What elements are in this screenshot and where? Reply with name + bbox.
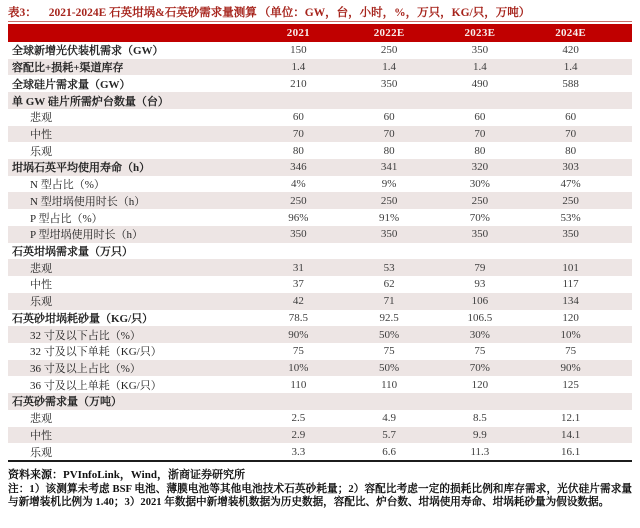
row-label: P 型坩埚使用时长（h） [30, 229, 143, 242]
cell-value: 10% [560, 328, 581, 341]
table-row [8, 376, 632, 393]
cell-value: 2.9 [291, 428, 306, 441]
cell-value: 3.3 [291, 445, 306, 458]
cell-value: 101 [562, 261, 579, 274]
column-header-2021: 2021 [286, 27, 310, 39]
row-label: 悲观 [30, 413, 52, 426]
cell-value: 80 [474, 144, 486, 157]
cell-value: 2.5 [291, 412, 306, 425]
cell-value: 71 [383, 295, 395, 308]
table-row [8, 109, 632, 126]
row-label: 32 寸及以下单耗（KG/只） [30, 346, 162, 359]
cell-value: 92.5 [379, 311, 399, 324]
table-row [8, 209, 632, 226]
row-label: N 型坩埚使用时长（h） [30, 195, 146, 208]
row-label: 悲观 [30, 112, 52, 125]
row-label: P 型占比（%） [30, 212, 103, 225]
cell-value: 106.5 [467, 311, 493, 324]
table-row [8, 276, 632, 293]
cell-value: 250 [380, 44, 398, 57]
table-title-text: 2021-2024E 石英坩埚&石英砂需求量测算 [48, 7, 257, 19]
footnote: 注：1）该测算未考虑 BSF 电池、薄膜电池等其他电池技术石英砂耗量；2）容配比考虑一定的损耗比例和库存需求，光伏硅片需求量与新增装机比例为 1.40；3）2021 年数据中新增装机数据为历史数据，容配比、炉台数、坩埚使用寿命、坩埚耗砂量为假设数据。 [8, 483, 632, 509]
cell-value: 117 [562, 278, 579, 291]
cell-value: 250 [380, 194, 398, 207]
row-label: N 型占比（%） [30, 179, 105, 192]
cell-value: 70% [469, 211, 490, 224]
table-row [8, 75, 632, 92]
table-row [8, 42, 632, 59]
cell-value: 350 [562, 228, 579, 241]
cell-value: 125 [562, 378, 579, 391]
cell-value: 70 [474, 127, 486, 140]
cell-value: 31 [292, 261, 304, 274]
cell-value: 1.4 [563, 61, 578, 74]
source-line: 资料来源：PVInfoLink，Wind，浙商证券研究所 [8, 468, 245, 481]
cell-value: 120 [471, 378, 489, 391]
cell-value: 30% [469, 178, 490, 191]
cell-value: 10% [288, 362, 309, 375]
cell-value: 78.5 [288, 311, 308, 324]
cell-value: 53% [560, 211, 581, 224]
cell-value: 47% [560, 178, 581, 191]
column-header-2022E: 2022E [373, 27, 405, 39]
table-body [8, 42, 632, 462]
cell-value: 210 [290, 77, 307, 90]
cell-value: 80 [565, 144, 577, 157]
table-row [8, 192, 632, 209]
row-label: 中性 [30, 128, 52, 141]
table-header-row [8, 24, 632, 42]
cell-value: 350 [290, 228, 307, 241]
row-label: 石英砂需求量（万吨） [12, 396, 122, 409]
cell-value: 350 [380, 228, 398, 241]
cell-value: 60 [565, 111, 577, 124]
cell-value: 60 [292, 111, 304, 124]
cell-value: 90% [560, 362, 581, 375]
table-title [8, 0, 632, 22]
table-row [8, 159, 632, 176]
row-label: 乐观 [30, 446, 52, 459]
row-label: 乐观 [30, 145, 52, 158]
row-label: 32 寸及以下占比（%） [30, 329, 141, 342]
cell-value: 6.6 [382, 445, 396, 458]
table-row [8, 393, 632, 410]
table-row [8, 427, 632, 444]
column-header-2024E: 2024E [555, 27, 587, 39]
cell-value: 350 [380, 77, 398, 90]
cell-value: 350 [471, 44, 489, 57]
cell-value: 37 [292, 278, 304, 291]
cell-value: 30% [469, 328, 490, 341]
table-row [8, 310, 632, 327]
cell-value: 1.4 [382, 61, 396, 74]
cell-value: 106 [471, 295, 489, 308]
table-row [8, 443, 632, 460]
table-row [8, 343, 632, 360]
cell-value: 250 [562, 194, 579, 207]
table-row [8, 92, 632, 109]
cell-value: 303 [562, 161, 579, 174]
table-row [8, 126, 632, 143]
cell-value: 62 [383, 278, 395, 291]
table-row [8, 226, 632, 243]
cell-value: 96% [288, 211, 309, 224]
row-label: 坩埚石英平均使用寿命（h） [12, 162, 151, 175]
cell-value: 93 [474, 278, 486, 291]
cell-value: 350 [471, 228, 489, 241]
cell-value: 8.5 [473, 412, 487, 425]
column-header-2023E: 2023E [464, 27, 496, 39]
cell-value: 346 [290, 161, 307, 174]
cell-value: 75 [474, 345, 486, 358]
cell-value: 14.1 [561, 428, 581, 441]
cell-value: 120 [562, 311, 579, 324]
cell-value: 79 [474, 261, 486, 274]
table-number: 表3： [8, 7, 37, 19]
cell-value: 12.1 [561, 412, 581, 425]
row-label: 全球新增光伏装机需求（GW） [12, 45, 164, 58]
table-row [8, 243, 632, 260]
row-label: 中性 [30, 429, 52, 442]
cell-value: 134 [562, 295, 579, 308]
cell-value: 70 [383, 127, 395, 140]
cell-value: 90% [288, 328, 309, 341]
row-label: 中性 [30, 279, 52, 292]
row-label: 36 寸及以上单耗（KG/只） [30, 379, 162, 392]
table-row [8, 293, 632, 310]
cell-value: 588 [562, 77, 579, 90]
table-row [8, 360, 632, 377]
cell-value: 50% [379, 362, 400, 375]
table-row [8, 59, 632, 76]
cell-value: 53 [383, 261, 395, 274]
cell-value: 4.9 [382, 412, 396, 425]
row-label: 单 GW 硅片所需炉台数量（台） [12, 95, 169, 108]
table-title-units: （单位：GW，台，小时，%，万只，KG/只，万吨） [258, 7, 531, 19]
cell-value: 9% [381, 178, 397, 191]
cell-value: 341 [380, 161, 398, 174]
cell-value: 42 [292, 295, 304, 308]
cell-value: 70 [565, 127, 577, 140]
cell-value: 110 [290, 378, 307, 391]
cell-value: 1.4 [473, 61, 487, 74]
cell-value: 150 [290, 44, 307, 57]
cell-value: 75 [565, 345, 577, 358]
table-row [8, 326, 632, 343]
cell-value: 490 [471, 77, 489, 90]
row-label: 容配比+损耗+渠道库存 [12, 62, 124, 75]
cell-value: 320 [471, 161, 489, 174]
row-label: 石英砂坩埚耗砂量（KG/只） [12, 312, 154, 325]
cell-value: 75 [292, 345, 304, 358]
cell-value: 75 [383, 345, 395, 358]
cell-value: 80 [292, 144, 304, 157]
table-row [8, 259, 632, 276]
cell-value: 60 [383, 111, 395, 124]
cell-value: 420 [562, 44, 579, 57]
cell-value: 250 [471, 194, 489, 207]
cell-value: 70% [469, 362, 490, 375]
cell-value: 16.1 [561, 445, 581, 458]
row-label: 乐观 [30, 296, 52, 309]
cell-value: 4% [291, 178, 306, 191]
cell-value: 11.3 [470, 445, 490, 458]
cell-value: 110 [381, 378, 398, 391]
cell-value: 250 [290, 194, 307, 207]
cell-value: 60 [474, 111, 486, 124]
row-label: 全球硅片需求量（GW） [12, 78, 131, 91]
table-row [8, 176, 632, 193]
cell-value: 9.9 [473, 428, 487, 441]
table-row [8, 142, 632, 159]
cell-value: 50% [379, 328, 400, 341]
cell-value: 5.7 [382, 428, 396, 441]
cell-value: 80 [383, 144, 395, 157]
row-label: 石英坩埚需求量（万只） [12, 245, 133, 258]
row-label: 36 寸及以上占比（%） [30, 363, 141, 376]
cell-value: 1.4 [291, 61, 306, 74]
cell-value: 91% [379, 211, 400, 224]
cell-value: 70 [292, 127, 304, 140]
row-label: 悲观 [30, 262, 52, 275]
table-row [8, 410, 632, 427]
